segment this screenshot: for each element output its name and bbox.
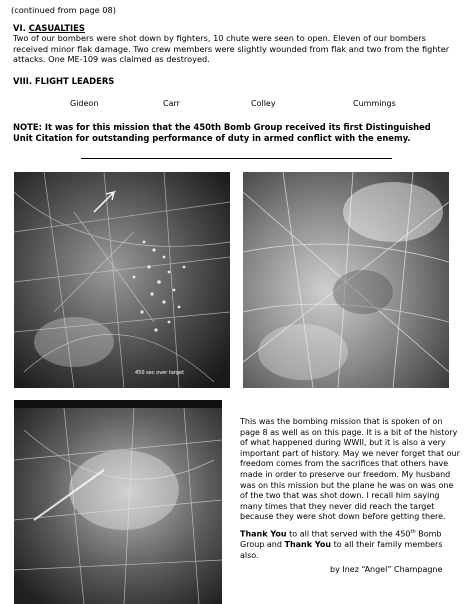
casualties-body: Two of our bombers were shot down by fighters, 10 chute were seen to open. Eleven of our bombers received minor flak damage. Two crew members were slightly wounded from flak and two from the fighter attacks. One ME-109 was claimed as destroyed. xyxy=(13,33,450,65)
aerial-photo-2 xyxy=(243,172,449,388)
leader-name: Cummings xyxy=(353,99,396,108)
byline: by Inez “Angel” Champagne xyxy=(330,565,443,574)
photo-1-caption: 450 sec over target xyxy=(135,370,185,376)
thanks-paragraph xyxy=(240,527,460,561)
ordinal-suffix: th xyxy=(410,528,416,535)
divider-rule xyxy=(81,158,392,159)
thanks-text-1: to all that served with the 450 xyxy=(286,529,411,539)
thank-you-1: Thank You xyxy=(240,529,287,539)
casualties-heading xyxy=(13,23,85,34)
story-block xyxy=(240,417,460,565)
thanks-text-2: Bomb Group and xyxy=(240,529,442,550)
thanks-text-3: to all their family members also. xyxy=(240,540,443,560)
leader-name: Colley xyxy=(251,99,276,108)
leader-name: Gideon xyxy=(70,99,99,108)
aerial-photo-1 xyxy=(14,172,230,388)
flight-leaders-heading: VIII. FLIGHT LEADERS xyxy=(13,76,115,86)
thank-you-2: Thank You xyxy=(284,540,332,550)
casualties-title: CASUALTIES xyxy=(28,23,85,33)
citation-note: NOTE: It was for this mission that the 450th Bomb Group received its first Distinguished Unit Citation for outstanding performance of duty in armed conflict with the enemy. xyxy=(13,122,431,143)
casualties-number: VI. xyxy=(13,23,26,33)
aerial-photo-3 xyxy=(14,400,222,604)
leader-name: Carr xyxy=(163,99,180,108)
story-paragraph: This was the bombing mission that is spoken of on page 8 as well as on this page. It is a bit of the history of what happened during WWII, but it is also a very important part of history. May we never forget that our freedom comes from the sacrifices that others have made in order to preserve our freedom. My husband was on this mission but the plane he was on was one of the two that was shot down. I recall him saying many times that they never did reach the target because they were shot down before getting there. xyxy=(240,417,460,522)
continued-note: (continued from page 08) xyxy=(11,5,116,15)
